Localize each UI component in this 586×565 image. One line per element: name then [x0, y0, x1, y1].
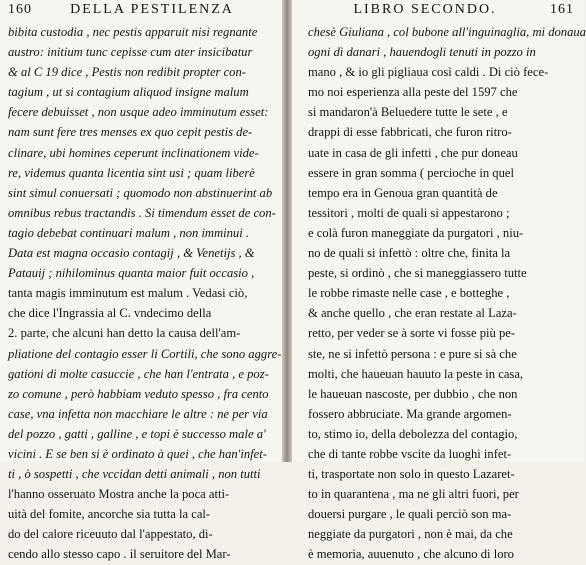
text-line: no de quali si infettò : oltre che, finita la [308, 246, 511, 261]
text-line: tagium , ut si contagium aliquod insigne malum [8, 85, 249, 100]
text-line: è memoria, auuenuto , che alcuno di loro [308, 547, 514, 562]
left-page-number: 160 [8, 2, 32, 17]
text-line: omnibus rebus tractandis . Si timendum esset de con- [8, 205, 276, 220]
text-line: mano , & io gli pigliaua così caldi . Di ciò fece- [308, 65, 549, 80]
text-line: ste, ne si infettò persona : e pure si sà che [308, 346, 517, 361]
text-line: tagio debebat continuari malum , non imminui . [8, 225, 250, 240]
text-line: le haueuan nascoste, per dubbio , che non [308, 386, 518, 401]
text-line: si mandaron'à Beluedere tutte le sete , e [308, 105, 508, 120]
text-line: pliatione del contagio esser li Cortili, che sono aggre- [8, 346, 282, 361]
text-line: mo noi esperienza alla peste del 1597 che [308, 85, 518, 100]
text-line: & anche quello , che eran restate al Laza- [308, 306, 517, 321]
text-line: ogni dì danari , hauendogli tenuti in pozzo in [308, 45, 536, 60]
text-line: essere in gran somma ( percioche in quel [308, 165, 514, 180]
right-page-number: 161 [550, 2, 574, 17]
text-line: tanta magis imminutum est malum . Vedasi ciò, [8, 286, 248, 301]
right-page-text [308, 22, 586, 565]
text-line: chesè Giuliana , col bubone all'inguinaglia, mi donaua [308, 25, 586, 39]
text-line: l'hanno osseruato Mostra anche la poca atti- [8, 487, 230, 502]
right-page [292, 0, 586, 562]
text-line: Patauij ; nihilominus quanta maior fuit occasio , [8, 266, 255, 281]
text-line: do del calore riceuuto dal l'appestato, di- [8, 527, 213, 542]
text-line: uate in casa de gli infetti , che pur doneau [308, 145, 518, 160]
text-line: & al C 19 dice , Pestis non redibit propter con- [8, 65, 246, 80]
text-line: to, stimo io, della debolezza del contagio, [308, 426, 518, 441]
text-line: uità del fomite, ancorche sia tutta la cal- [8, 507, 211, 522]
text-line: case, vna infetta non macchiare le altre : ne per via [8, 406, 268, 421]
text-line: austro: initium tunc cepisse cum ater insicibatur [8, 45, 253, 60]
text-line: bibita custodia , nec pestis apparuit nisi regnante [8, 25, 258, 39]
book-gutter [282, 0, 292, 462]
text-line: re, videmus quanta licentia sint usi ; quam liberè [8, 165, 255, 180]
text-line: cendo allo stesso capo . il seruitore del Mar- [8, 547, 231, 562]
right-page-header [300, 2, 574, 18]
text-line: che di tante robbe vscite da luoghi infet- [308, 446, 512, 461]
text-line: nam sunt fere tres menses ex quo cepit pestis de- [8, 125, 253, 140]
left-page-text [8, 22, 282, 565]
text-line: drappi di esse fabbricati, che furon ritro- [308, 125, 512, 140]
text-line: tempo era in Genoua gran quantità de [308, 185, 498, 200]
left-page [0, 0, 282, 562]
text-line: douersi purgare , le quali perciò son ma- [308, 507, 512, 522]
text-line: ti , ò sospetti , che vccidan detti animali , non tutti [8, 467, 261, 482]
left-page-header [8, 2, 272, 18]
text-line: che dice l'Ingrassia al C. vndecimo della [8, 306, 212, 321]
right-running-head: LIBRO SECONDO. [353, 2, 497, 17]
text-line: 2. parte, che alcuni han detto la causa dell'am- [8, 326, 241, 341]
text-line: retto, per veder se à sorte vi fosse più pe- [308, 326, 516, 341]
text-line: e colà furon maneggiate da purgatori , niu- [308, 225, 524, 240]
text-line: ti, trasportate non solo in questo Lazaret- [308, 467, 515, 482]
text-line: neggiate da purgatori , non è mai, da che [308, 527, 513, 542]
text-line: sint simul conuersati ; quomodo non abstinuerint ab [8, 185, 273, 200]
text-line: vicini . E se ben si è ordinato à quei , che han'infet- [8, 446, 267, 461]
text-line: molti, che haueuan hauuto la peste in casa, [308, 366, 524, 381]
left-running-head: DELLA PESTILENZA [70, 2, 234, 17]
text-line: gationi di molte casuccie , che han l'entrata , e poz- [8, 366, 269, 381]
text-line: clinare, ubi homines ceperunt inclinationem vide- [8, 145, 259, 160]
text-line: le robbe rimaste nelle case , e botteghe , [308, 286, 510, 301]
text-line: fossero abbruciate. Ma grande argomen- [308, 406, 512, 421]
text-line: Data est magna occasio contagij , & Venetijs , & [8, 246, 255, 261]
text-line: peste, si ordinò , che si maneggiassero tutte [308, 266, 527, 281]
text-line: del pozzo , gatti , galline , e topi è successo male a' [8, 426, 266, 441]
text-line: fecere debuisset , non usque adeo imminutum esset: [8, 105, 269, 120]
text-line: zo comune , però habbiam veduto spesso , fra cento [8, 386, 269, 401]
text-line: tessitori , molti de quali si appestarono ; [308, 205, 510, 220]
text-line: to in quarantena , ma ne gli altri fuori, per [308, 487, 519, 502]
